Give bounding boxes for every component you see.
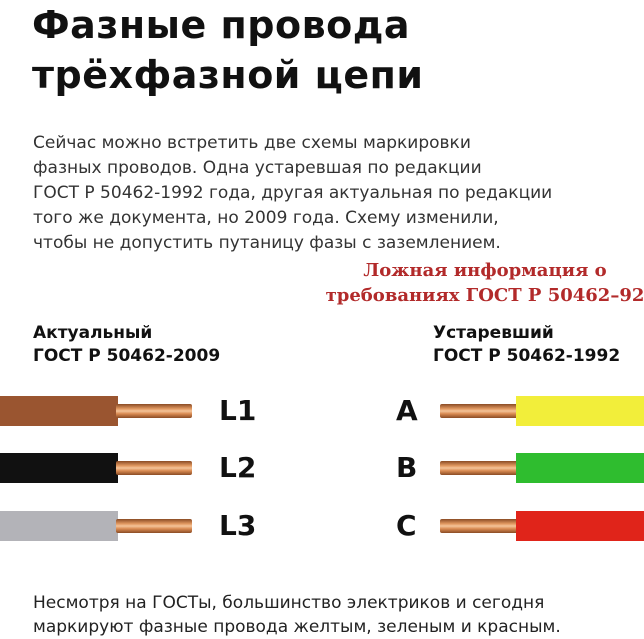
wire-label-c: C [396, 509, 417, 542]
intro-line: того же документа, но 2009 года. Схему изменили, [33, 208, 499, 228]
wire-insulation [0, 453, 118, 483]
wire-label-b: B [396, 451, 418, 484]
wire-label-a: A [396, 394, 418, 427]
wire-insulation [516, 453, 644, 483]
intro-line: ГОСТ Р 50462-1992 года, другая актуальная по редакции [33, 183, 553, 203]
current-scheme-standard: ГОСТ Р 50462-2009 [33, 346, 221, 366]
wire-insulation [516, 511, 644, 541]
intro-paragraph [33, 131, 552, 256]
legacy-scheme-title: Устаревший [433, 323, 554, 343]
wire-l2 [0, 453, 200, 483]
footer-line: маркируют фазные провода желтым, зеленым и красным. [33, 617, 561, 637]
legacy-scheme-standard: ГОСТ Р 50462-1992 [433, 346, 621, 366]
current-scheme-title: Актуальный [33, 323, 153, 343]
footer-note [33, 591, 561, 639]
wire-copper-core [116, 519, 192, 533]
note-line: Ложная информация о [363, 260, 607, 281]
wire-copper-core [116, 461, 192, 475]
wire-label-l2: L2 [219, 451, 257, 484]
wire-l1 [0, 396, 200, 426]
intro-line: фазных проводов. Одна устаревшая по редакции [33, 158, 482, 178]
wire-l3 [0, 511, 200, 541]
wire-label-l3: L3 [219, 509, 257, 542]
wire-copper-core [440, 404, 518, 418]
wire-copper-core [116, 404, 192, 418]
footer-line: Несмотря на ГОСТы, большинство электриков и сегодня [33, 593, 545, 613]
page-title [32, 0, 423, 100]
legacy-scheme-heading [433, 322, 620, 368]
current-scheme-heading [33, 322, 220, 368]
wire-b [440, 453, 644, 483]
note-line: требованиях ГОСТ Р 50462–92 [325, 285, 644, 306]
wire-copper-core [440, 519, 518, 533]
wire-insulation [516, 396, 644, 426]
wire-a [440, 396, 644, 426]
wire-insulation [0, 396, 118, 426]
false-info-note [300, 258, 644, 308]
intro-line: Сейчас можно встретить две схемы маркировки [33, 133, 471, 153]
title-line-1: Фазные провода [32, 3, 411, 47]
intro-line: чтобы не допустить путаницу фазы с заземлением. [33, 233, 501, 253]
wire-copper-core [440, 461, 518, 475]
wire-c [440, 511, 644, 541]
title-line-2: трёхфазной цепи [32, 53, 424, 97]
wire-label-l1: L1 [219, 394, 257, 427]
wire-insulation [0, 511, 118, 541]
